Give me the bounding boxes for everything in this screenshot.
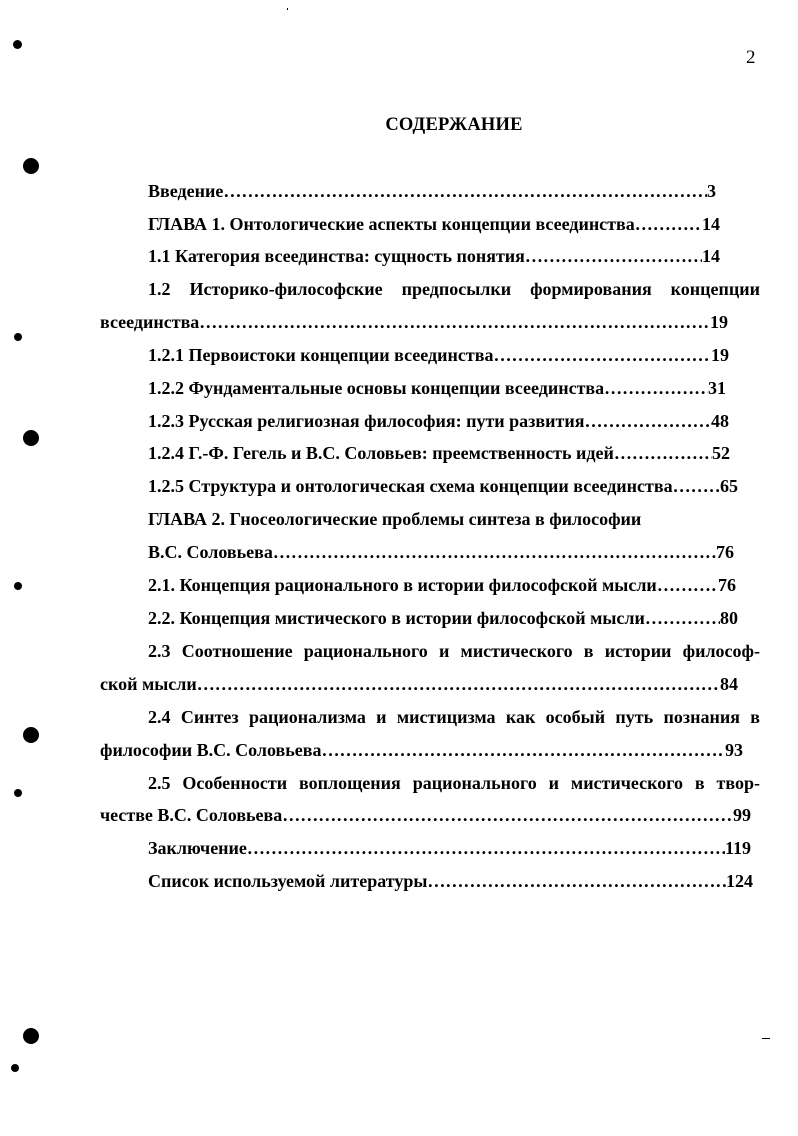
toc-leader-dots (493, 344, 711, 366)
toc-entry-text: Заключение (148, 838, 247, 858)
toc-entry-chapter-2-line1 (148, 508, 708, 530)
toc-entry-2-1 (148, 574, 736, 596)
toc-leader-dots (197, 673, 720, 695)
punch-hole-mark (14, 789, 22, 797)
toc-entry-text: 1.2.1 Первоистоки концепции всеединства (148, 345, 494, 365)
toc-entry-2-5-line1 (148, 772, 760, 794)
toc-entry-1-1 (148, 245, 720, 267)
toc-page-number: 31 (708, 378, 726, 398)
toc-entry-text: ской мысли (100, 674, 197, 694)
toc-entry-1-2-2 (148, 377, 726, 399)
toc-leader-dots (645, 607, 720, 629)
toc-page-number: 52 (712, 443, 730, 463)
toc-entry-2-3-line2 (100, 673, 738, 695)
punch-hole-mark (23, 430, 39, 446)
toc-leader-dots (604, 377, 708, 399)
toc-page-number: 19 (710, 312, 728, 332)
punch-hole-mark (14, 582, 22, 590)
toc-entry-2-4-line1 (148, 706, 760, 728)
toc-page-number: 124 (726, 871, 753, 891)
punch-hole-mark (23, 727, 39, 743)
toc-leader-dots (223, 180, 707, 202)
toc-entry-text: 1.1 Категория всеединства: сущность понятия (148, 246, 525, 266)
toc-entry-text: 2.2. Концепция мистического в истории философской мысли (148, 608, 645, 628)
toc-leader-dots (199, 311, 710, 333)
toc-entry-text: ГЛАВА 1. Онтологические аспекты концепции всеединства (148, 214, 635, 234)
toc-leader-dots (247, 837, 725, 859)
toc-leader-dots (321, 739, 725, 761)
toc-entry-text: В.С. Соловьева (148, 542, 273, 562)
toc-leader-dots (273, 541, 716, 563)
toc-entry-text: 1.2.5 Структура и онтологическая схема концепции всеединства (148, 476, 673, 496)
toc-page-number: 99 (733, 805, 751, 825)
toc-entry-conclusion (148, 837, 751, 859)
toc-entry-text: философии В.С. Соловьева (100, 740, 322, 760)
toc-page-number: 14 (702, 246, 720, 266)
toc-entry-2-2 (148, 607, 738, 629)
toc-page-number: 48 (711, 411, 729, 431)
toc-page-number: 119 (724, 838, 751, 858)
toc-entry-text: 1.2.2 Фундаментальные основы концепции всеединства (148, 378, 605, 398)
toc-entry-text: 1.2 Историко-философские предпосылки формирования концепции (148, 279, 760, 299)
toc-leader-dots (525, 245, 702, 267)
toc-entry-chapter-2-line2 (148, 541, 734, 563)
toc-entry-introduction (148, 180, 716, 202)
scan-speck (287, 8, 288, 10)
toc-page-number: 14 (702, 214, 720, 234)
toc-entry-text: честве В.С. Соловьева (100, 805, 283, 825)
toc-entry-text: Введение (148, 181, 224, 201)
toc-page-number: 93 (725, 740, 743, 760)
toc-entry-text: ГЛАВА 2. Гносеологические проблемы синтеза в философии (148, 509, 642, 529)
toc-entry-2-4-line2 (100, 739, 743, 761)
toc-entry-text: Список используемой литературы (148, 871, 428, 891)
toc-entry-text: 2.1. Концепция рационального в истории философской мысли (148, 575, 657, 595)
toc-page-number: 65 (720, 476, 738, 496)
toc-page-number: 80 (720, 608, 738, 628)
toc-leader-dots (427, 870, 726, 892)
toc-leader-dots (614, 442, 712, 464)
punch-hole-mark (11, 1064, 19, 1072)
toc-entry-text: 1.2.3 Русская религиозная философия: пути развития (148, 411, 585, 431)
toc-page-number: 19 (711, 345, 729, 365)
punch-hole-mark (13, 40, 22, 49)
toc-page-number: 76 (716, 542, 734, 562)
toc-entry-chapter-1 (148, 213, 720, 235)
scan-speck (762, 1038, 770, 1039)
toc-entry-text: 2.4 Синтез рационализма и мистицизма как особый путь познания в (148, 707, 760, 727)
toc-entry-2-3-line1 (148, 640, 760, 662)
toc-entry-text: всеединства (100, 312, 200, 332)
toc-entry-1-2-line2 (100, 311, 728, 333)
toc-leader-dots (282, 804, 733, 826)
toc-page-number: 76 (718, 575, 736, 595)
toc-entry-2-5-line2 (100, 804, 751, 826)
page-number: 2 (746, 47, 756, 68)
toc-page-number: 3 (707, 181, 716, 201)
toc-entry-1-2-4 (148, 442, 730, 464)
toc-entry-1-2-1 (148, 344, 729, 366)
toc-page-number: 84 (720, 674, 738, 694)
toc-entry-1-2-5 (148, 475, 738, 497)
toc-entry-text: 2.3 Соотношение рационального и мистического в истории философ- (148, 641, 760, 661)
toc-leader-dots (584, 410, 711, 432)
toc-entry-text: 1.2.4 Г.-Ф. Гегель и В.С. Соловьев: преемственность идей (148, 443, 614, 463)
toc-leader-dots (635, 213, 702, 235)
punch-hole-mark (14, 333, 22, 341)
toc-leader-dots (673, 475, 720, 497)
page-title: СОДЕРЖАНИЕ (385, 115, 523, 135)
punch-hole-mark (23, 158, 39, 174)
toc-entry-text: 2.5 Особенности воплощения рационального и мистического в твор- (148, 773, 760, 793)
toc-entry-bibliography (148, 870, 753, 892)
toc-entry-1-2-line1 (148, 278, 760, 300)
punch-hole-mark (23, 1028, 39, 1044)
toc-entry-1-2-3 (148, 410, 729, 432)
toc-leader-dots (657, 574, 718, 596)
